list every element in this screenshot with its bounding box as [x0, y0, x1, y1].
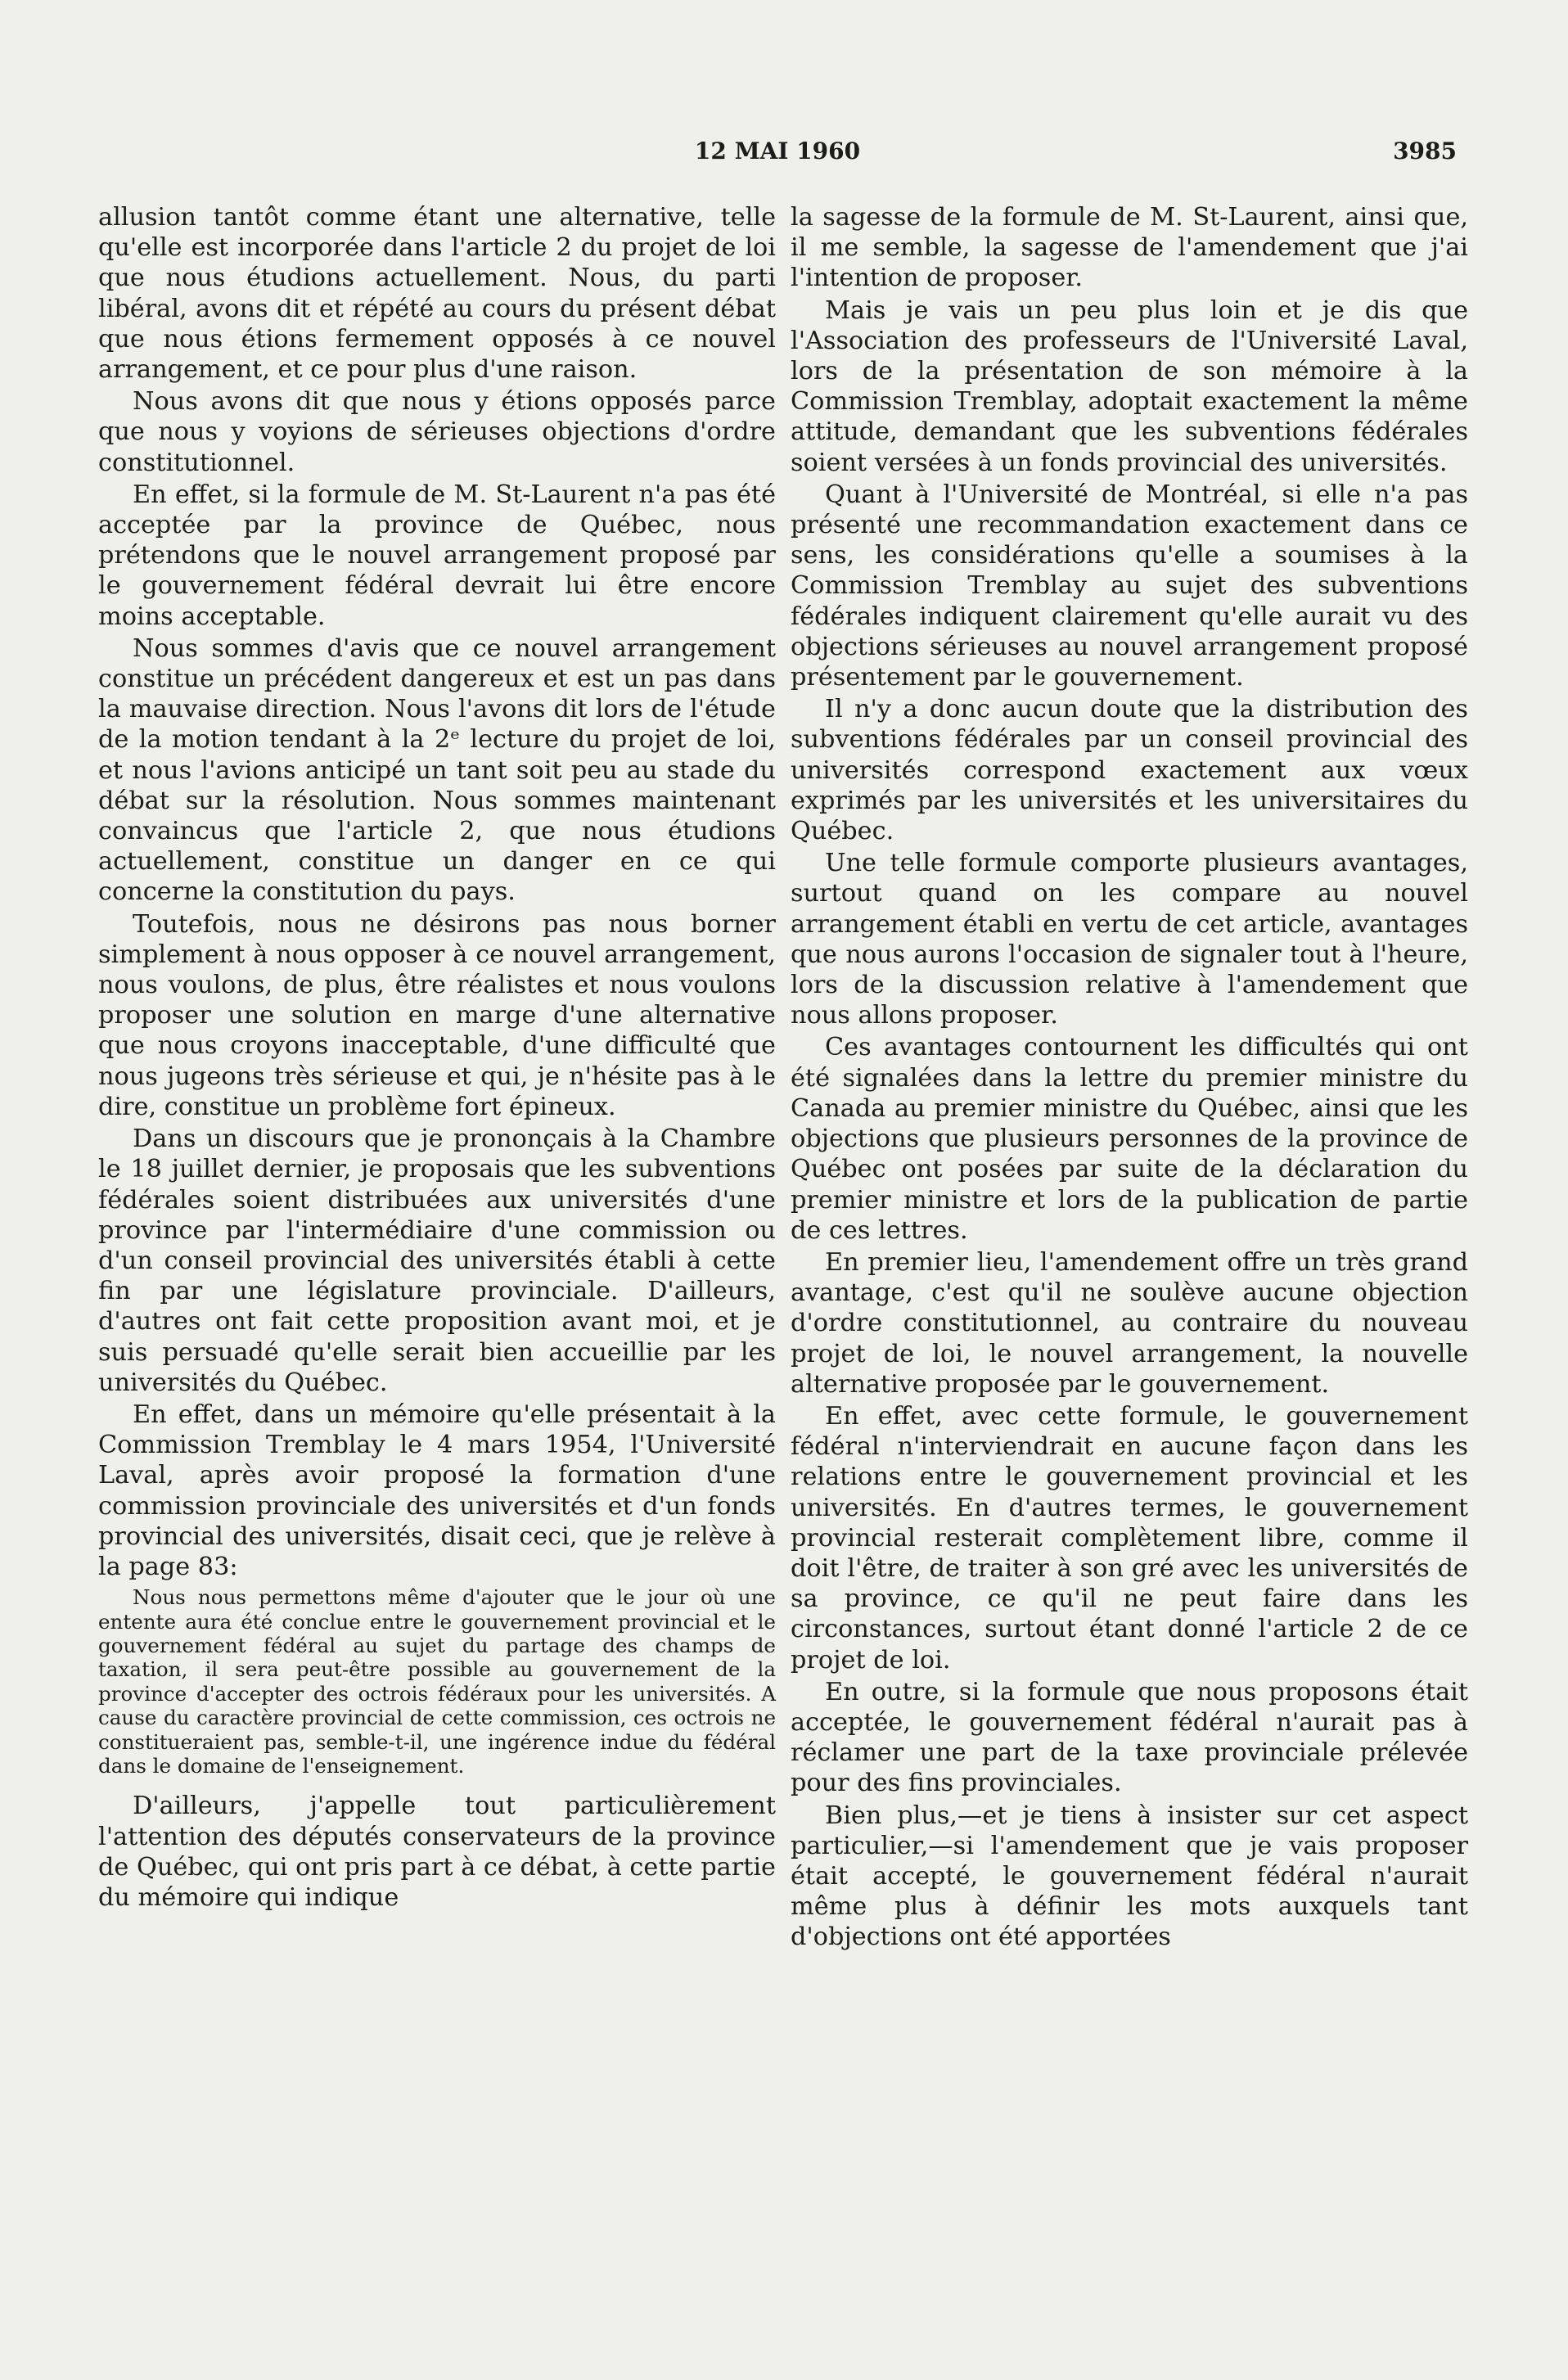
paragraph: En effet, dans un mémoire qu'elle présentait à la Commission Tremblay le 4 mars 1954, l'Université Laval, après avoir proposé la formation d'une commission provinciale des universités et d'un fonds provincial des universités, disait ceci, que je relève à la page 83:: [98, 1400, 776, 1581]
paragraph: Nous avons dit que nous y étions opposés parce que nous y voyions de sérieuses objections d'ordre constitutionnel.: [98, 387, 776, 477]
paragraph: Bien plus,—et je tiens à insister sur cet aspect particulier,—si l'amendement que je vais proposer était accepté, le gouvernement fédéral n'aurait même plus à définir les mots auxquels tant d'objections ont été apportées: [791, 1801, 1468, 1952]
paragraph: En premier lieu, l'amendement offre un très grand avantage, c'est qu'il ne soulève aucune objection d'ordre constitutionnel, au contraire du nouveau projet de loi, le nouvel arrangement, la nouvelle alternative proposée par le gouvernement.: [791, 1247, 1468, 1399]
paragraph: D'ailleurs, j'appelle tout particulièrement l'attention des députés conservateurs de la province de Québec, qui ont pris part à ce débat, à cette partie du mémoire qui indique: [98, 1792, 776, 1912]
paragraph: Toutefois, nous ne désirons pas nous borner simplement à nous opposer à ce nouvel arrangement, nous voulons, de plus, être réalistes et nous voulons proposer une solution en marge d'une alternative que nous croyons inacceptable, d'une difficulté que nous jugeons très sérieuse et qui, je n'hésite pas à le dire, constitue un problème fort épineux.: [98, 909, 776, 1121]
paragraph: Il n'y a donc aucun doute que la distribution des subventions fédérales par un conseil provincial des universités correspond exactement aux vœux exprimés par les universités et les universitaires du Québec.: [791, 695, 1468, 846]
paragraph: Ces avantages contournent les difficultés qui ont été signalées dans la lettre du premier ministre du Canada au premier ministre du Québec, ainsi que les objections que plusieurs personnes de la province de Québec ont posées par suite de la déclaration du premier ministre et lors de la publication de partie de ces lettres.: [791, 1033, 1468, 1245]
paragraph: allusion tantôt comme étant une alternative, telle qu'elle est incorporée dans l'article 2 du projet de loi que nous étudions actuellement. Nous, du parti libéral, avons dit et répété au cours du présent débat que nous étions fermement opposés à ce nouvel arrangement, et ce pour plus d'une raison.: [98, 203, 776, 385]
paragraph: En outre, si la formule que nous proposons était acceptée, le gouvernement fédéral n'aurait pas à réclamer une part de la taxe provinciale prélevée pour des fins provinciales.: [791, 1677, 1468, 1798]
paragraph: Quant à l'Université de Montréal, si elle n'a pas présenté une recommandation exactement dans ce sens, les considérations qu'elle a soumises à la Commission Tremblay au sujet des subventions fédérales indiquent clairement qu'elle aurait vu des objections sérieuses au nouvel arrangement proposé présentement par le gouvernement.: [791, 480, 1468, 692]
right-column: [791, 202, 1468, 1954]
paragraph: la sagesse de la formule de M. St-Laurent, ainsi que, il me semble, la sagesse de l'amendement que j'ai l'intention de proposer.: [791, 203, 1468, 293]
paragraph: En effet, avec cette formule, le gouvernement fédéral n'interviendrait en aucune façon dans les relations entre le gouvernement provincial et les universités. En d'autres termes, le gouvernement provincial resterait complètement libre, comme il doit l'être, de traiter à son gré avec les universités de sa province, ce qu'il ne peut faire dans les circonstances, surtout étant donné l'article 2 de ce projet de loi.: [791, 1401, 1468, 1675]
paragraph: Mais je vais un peu plus loin et je dis que l'Association des professeurs de l'Université Laval, lors de la présentation de son mémoire à la Commission Tremblay, adoptait exactement la même attitude, demandant que les subventions fédérales soient versées à un fonds provincial des universités.: [791, 295, 1468, 477]
page-header: [98, 137, 1457, 170]
block-quote: Nous nous permettons même d'ajouter que le jour où une entente aura été conclue entre le gouvernement provincial et le gouvernement fédéral au sujet du partage des champs de taxation, il sera peut-être possible au gouvernement de la province d'accepter des octrois fédéraux pour les universités. A cause du caractère provincial de cette commission, ces octrois ne constitueraient pas, semble-t-il, une ingérence indue du fédéral dans le domaine de l'enseignement.: [98, 1585, 776, 1778]
left-column: [98, 202, 776, 1914]
paragraph: Une telle formule comporte plusieurs avantages, surtout quand on les compare au nouvel arrangement établi en vertu de cet article, avantages que nous aurons l'occasion de signaler tout à l'heure, lors de la discussion relative à l'amendement que nous allons proposer.: [791, 849, 1468, 1030]
header-date: 12 MAI 1960: [694, 137, 861, 165]
page-number: 3985: [1393, 137, 1457, 165]
paragraph: Dans un discours que je prononçais à la Chambre le 18 juillet dernier, je proposais que les subventions fédérales soient distribuées aux universités d'une province par l'intermédiaire d'une commission ou d'un conseil provincial des universités établi à cette fin par une législature provinciale. D'ailleurs, d'autres ont fait cette proposition avant moi, et je suis persuadé qu'elle serait bien accueillie par les universités du Québec.: [98, 1125, 776, 1397]
paragraph: Nous sommes d'avis que ce nouvel arrangement constitue un précédent dangereux et est un pas dans la mauvaise direction. Nous l'avons dit lors de l'étude de la motion tendant à la 2ᵉ lecture du projet de loi, et nous l'avions anticipé un tant soit peu au stade du débat sur la résolution. Nous sommes maintenant convaincus que l'article 2, que nous étudions actuellement, constitue un danger en ce qui concerne la constitution du pays.: [98, 633, 776, 907]
paragraph: En effet, si la formule de M. St-Laurent n'a pas été acceptée par la province de Québec, nous prétendons que le nouvel arrangement proposé par le gouvernement fédéral devrait lui être encore moins acceptable.: [98, 480, 776, 631]
